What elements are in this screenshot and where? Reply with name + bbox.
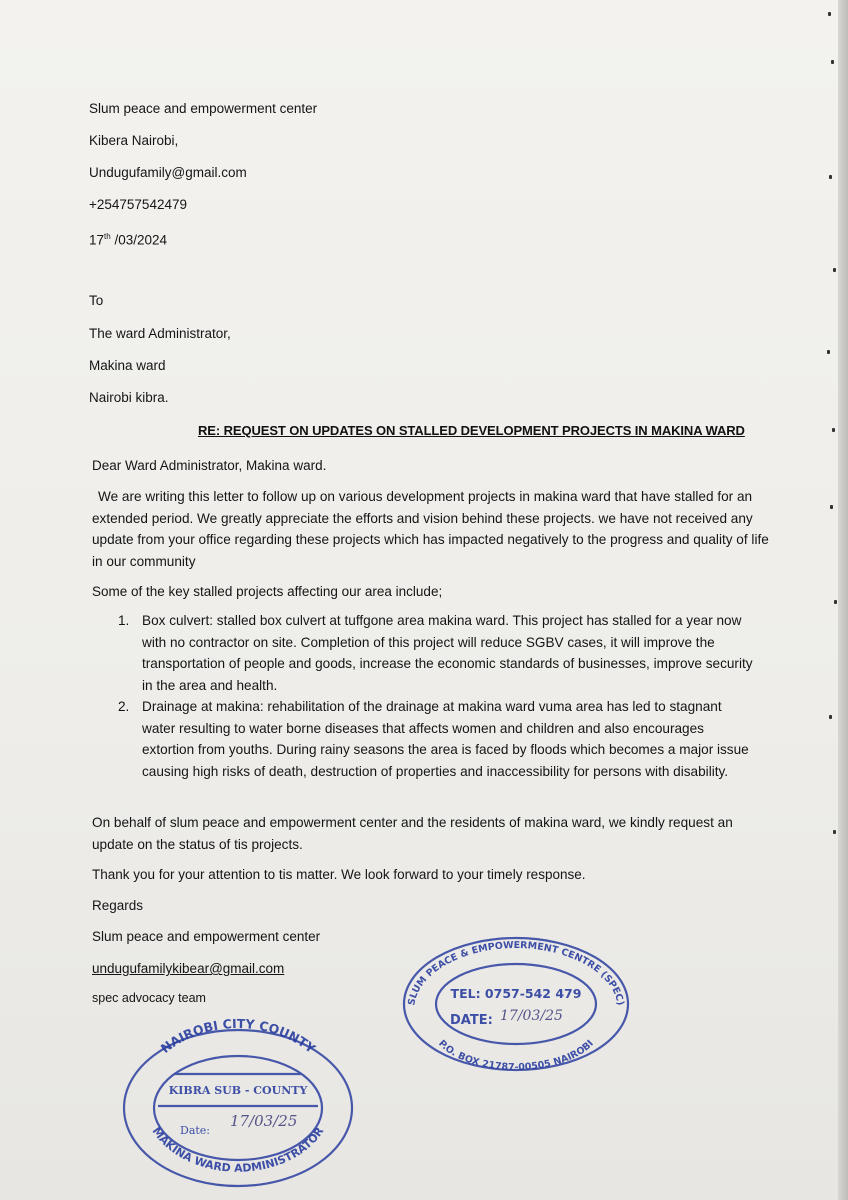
- closing-email-link[interactable]: undugufamilykibear@gmail.com: [92, 961, 285, 976]
- thanks-line: Thank you for your attention to tis matter. We look forward to your timely response.: [92, 867, 586, 882]
- county-stamp-date-value: 17/03/25: [230, 1112, 298, 1130]
- closing-team: spec advocacy team: [92, 991, 206, 1005]
- scan-speck: [829, 715, 832, 719]
- recipient-title: The ward Administrator,: [89, 326, 231, 341]
- scan-speck: [829, 175, 832, 179]
- county-stamp-bottom-text: MAKINA WARD ADMINISTRATOR: [149, 1124, 327, 1175]
- recipient-area: Nairobi kibra.: [89, 390, 169, 405]
- county-official-stamp: [118, 1010, 358, 1190]
- page-edge-shadow: [838, 0, 848, 1200]
- closing-org: Slum peace and empowerment center: [92, 929, 321, 944]
- scan-speck: [832, 428, 835, 432]
- spec-organization-stamp: [396, 928, 636, 1078]
- spec-stamp-top-text: SLUM PEACE & EMPOWERMENT CENTRE (SPEC): [406, 939, 626, 1007]
- stalled-projects-list: [118, 610, 758, 782]
- list-intro: Some of the key stalled projects affecting our area include;: [92, 584, 443, 599]
- spec-stamp-bottom-text: P.O. BOX 21787-00505 NAIROBI: [436, 1038, 596, 1074]
- letter-date: [89, 228, 167, 249]
- date-day: 17: [89, 232, 105, 248]
- date-suffix: th: [104, 232, 111, 241]
- salutation: Dear Ward Administrator, Makina ward.: [92, 458, 327, 473]
- scan-speck: [833, 830, 836, 834]
- date-rest: /03/2024: [110, 232, 168, 248]
- spec-stamp-date-label: DATE:: [450, 1013, 493, 1028]
- sender-org: Slum peace and empowerment center: [89, 101, 318, 116]
- scan-speck: [828, 12, 831, 16]
- recipient-to: To: [89, 293, 104, 308]
- scan-speck: [833, 268, 836, 272]
- list-item: [118, 696, 758, 782]
- list-item-text: Box culvert: stalled box culvert at tuffgone area makina ward. This project has stalled for a year now with no contractor on site. Completion of this project will reduce SGBV cases, it will improve the transportation of people and goods, increase the economic standards of businesses, improve security in the area and health.: [142, 613, 753, 693]
- scan-speck: [827, 350, 830, 354]
- sender-email: Undugufamily@gmail.com: [89, 165, 247, 180]
- spec-stamp-tel: TEL: 0757-542 479: [450, 986, 582, 1001]
- scan-speck: [831, 60, 834, 64]
- county-stamp-date-label: Date:: [180, 1124, 211, 1137]
- county-stamp-inner-text: KIBRA SUB - COUNTY: [168, 1084, 308, 1097]
- closing-regards: Regards: [92, 898, 144, 913]
- letter-subject: RE: REQUEST ON UPDATES ON STALLED DEVELOPMENT PROJECTS IN MAKINA WARD: [198, 423, 745, 438]
- list-item-number: 1.: [118, 613, 130, 628]
- list-item: [118, 610, 758, 696]
- spec-stamp-date-value: 17/03/25: [500, 1008, 563, 1024]
- list-item-text: Drainage at makina: rehabilitation of the drainage at makina ward vuma area has led to stagnant water resulting to water borne diseases that affects women and children and also encourages extortion from youths. During rainy seasons the area is faced by floods which becomes a major issue causing high risks of death, destruction of properties and inaccessibility for persons with disability.: [142, 699, 749, 779]
- scan-speck: [830, 505, 833, 509]
- county-stamp-top-text: NAIROBI CITY COUNTY: [157, 1015, 319, 1057]
- list-item-number: 2.: [118, 699, 130, 714]
- scan-speck: [834, 600, 837, 604]
- sender-phone: +254757542479: [89, 197, 187, 212]
- request-paragraph: On behalf of slum peace and empowerment center and the residents of makina ward, we kindly request an update on the status of tis projects.: [92, 815, 733, 852]
- sender-location: Kibera Nairobi,: [89, 133, 179, 148]
- intro-paragraph: We are writing this letter to follow up on various development projects in makina ward that have stalled for an extended period. We greatly appreciate the efforts and vision behind these projects. we have not received any update from your office regarding these projects which has impacted negatively to the progress and quality of life in our community: [92, 489, 769, 569]
- recipient-ward: Makina ward: [89, 358, 166, 373]
